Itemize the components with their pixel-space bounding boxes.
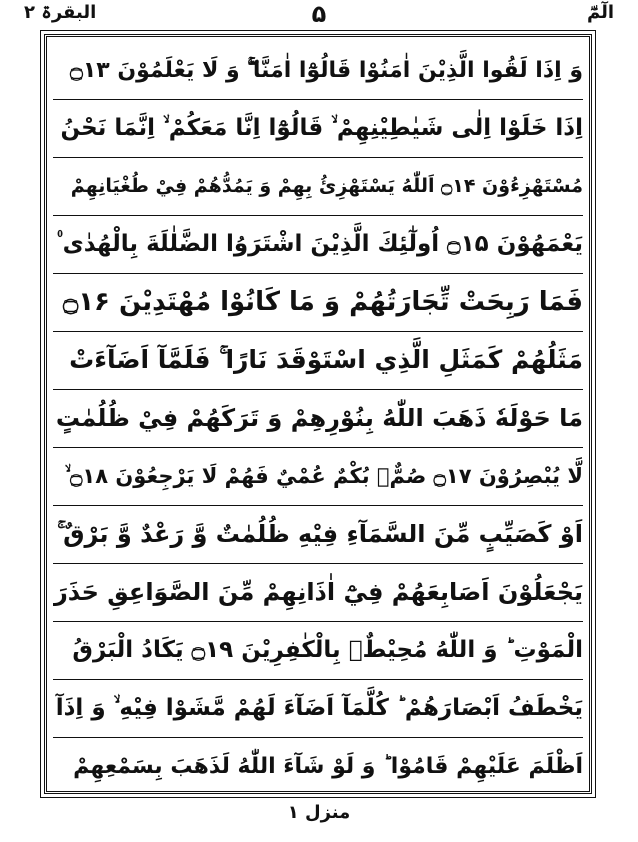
text-line-1: وَ اِذَا لَقُوا الَّذِيْنَ اٰمَنُوْا قَالُوْٓا اٰمَنَّا ۖۚ وَ لَا يَعْلَمُوْنَ ۝۱۳ <box>53 41 583 100</box>
page-number: ۵ <box>311 0 327 28</box>
text-frame <box>44 34 592 794</box>
text-line-8: لَّا يُبْصِرُوْنَ ۝۱۷ صُمٌّۢ بُكْمٌ عُمْيٌ فَهُمْ لَا يَرْجِعُوْنَ ۝۱۸ ۙ <box>53 447 583 506</box>
juz-name: الٓمّٓ <box>586 2 614 23</box>
surah-name: البقرۃ ۲ <box>24 2 97 23</box>
manzil-footer: منزل ۱ <box>287 802 351 823</box>
text-line-9: اَوْ كَصَيِّبٍ مِّنَ السَّمَآءِ فِيْهِ ظُلُمٰتٌ وَّ رَعْدٌ وَّ بَرْقٌ ۚ <box>53 505 583 564</box>
text-line-10: يَجْعَلُوْنَ اَصَابِعَهُمْ فِيْٓ اٰذَانِهِمْ مِّنَ الصَّوَاعِقِ حَذَرَ <box>53 563 583 622</box>
text-line-5: فَمَا رَبِحَتْ تِّجَارَتُهُمْ وَ مَا كَانُوْا مُهْتَدِيْنَ ۝۱۶ <box>53 273 583 332</box>
text-line-4: يَعْمَهُوْنَ ۝۱۵ اُولٰٓئِكَ الَّذِيْنَ اشْتَرَوُا الضَّلٰلَةَ بِالْهُدٰى ۠ <box>53 215 583 274</box>
text-line-11: الْمَوْتِ ؕ وَ اللّٰهُ مُحِيْطٌۢ بِالْكٰفِرِيْنَ ۝۱۹ يَكَادُ الْبَرْقُ <box>53 621 583 680</box>
text-line-3: مُسْتَهْزِءُوْنَ ۝۱۴ اَللّٰهُ يَسْتَهْزِئُ بِهِمْ وَ يَمُدُّهُمْ فِيْ طُغْيَانِهِمْ <box>53 157 583 216</box>
text-line-7: مَا حَوْلَهٗ ذَهَبَ اللّٰهُ بِنُوْرِهِمْ وَ تَرَكَهُمْ فِيْ ظُلُمٰتٍ <box>53 389 583 448</box>
text-line-12: يَخْطَفُ اَبْصَارَهُمْ ؕ كُلَّمَآ اَضَآءَ لَهُمْ مَّشَوْا فِيْهِ ۙ وَ اِذَآ <box>53 679 583 738</box>
page-header <box>24 2 614 36</box>
text-line-6: مَثَلُهُمْ كَمَثَلِ الَّذِي اسْتَوْقَدَ نَارًا ۚ فَلَمَّآ اَضَآءَتْ <box>53 331 583 390</box>
text-line-2: اِذَا خَلَوْا اِلٰى شَيٰطِيْنِهِمْ ۙ قَالُوْٓا اِنَّا مَعَكُمْ ۙ اِنَّمَا نَحْنُ <box>53 99 583 158</box>
text-line-13: اَظْلَمَ عَلَيْهِمْ قَامُوْا ؕ وَ لَوْ شَآءَ اللّٰهُ لَذَهَبَ بِسَمْعِهِمْ <box>73 753 583 779</box>
